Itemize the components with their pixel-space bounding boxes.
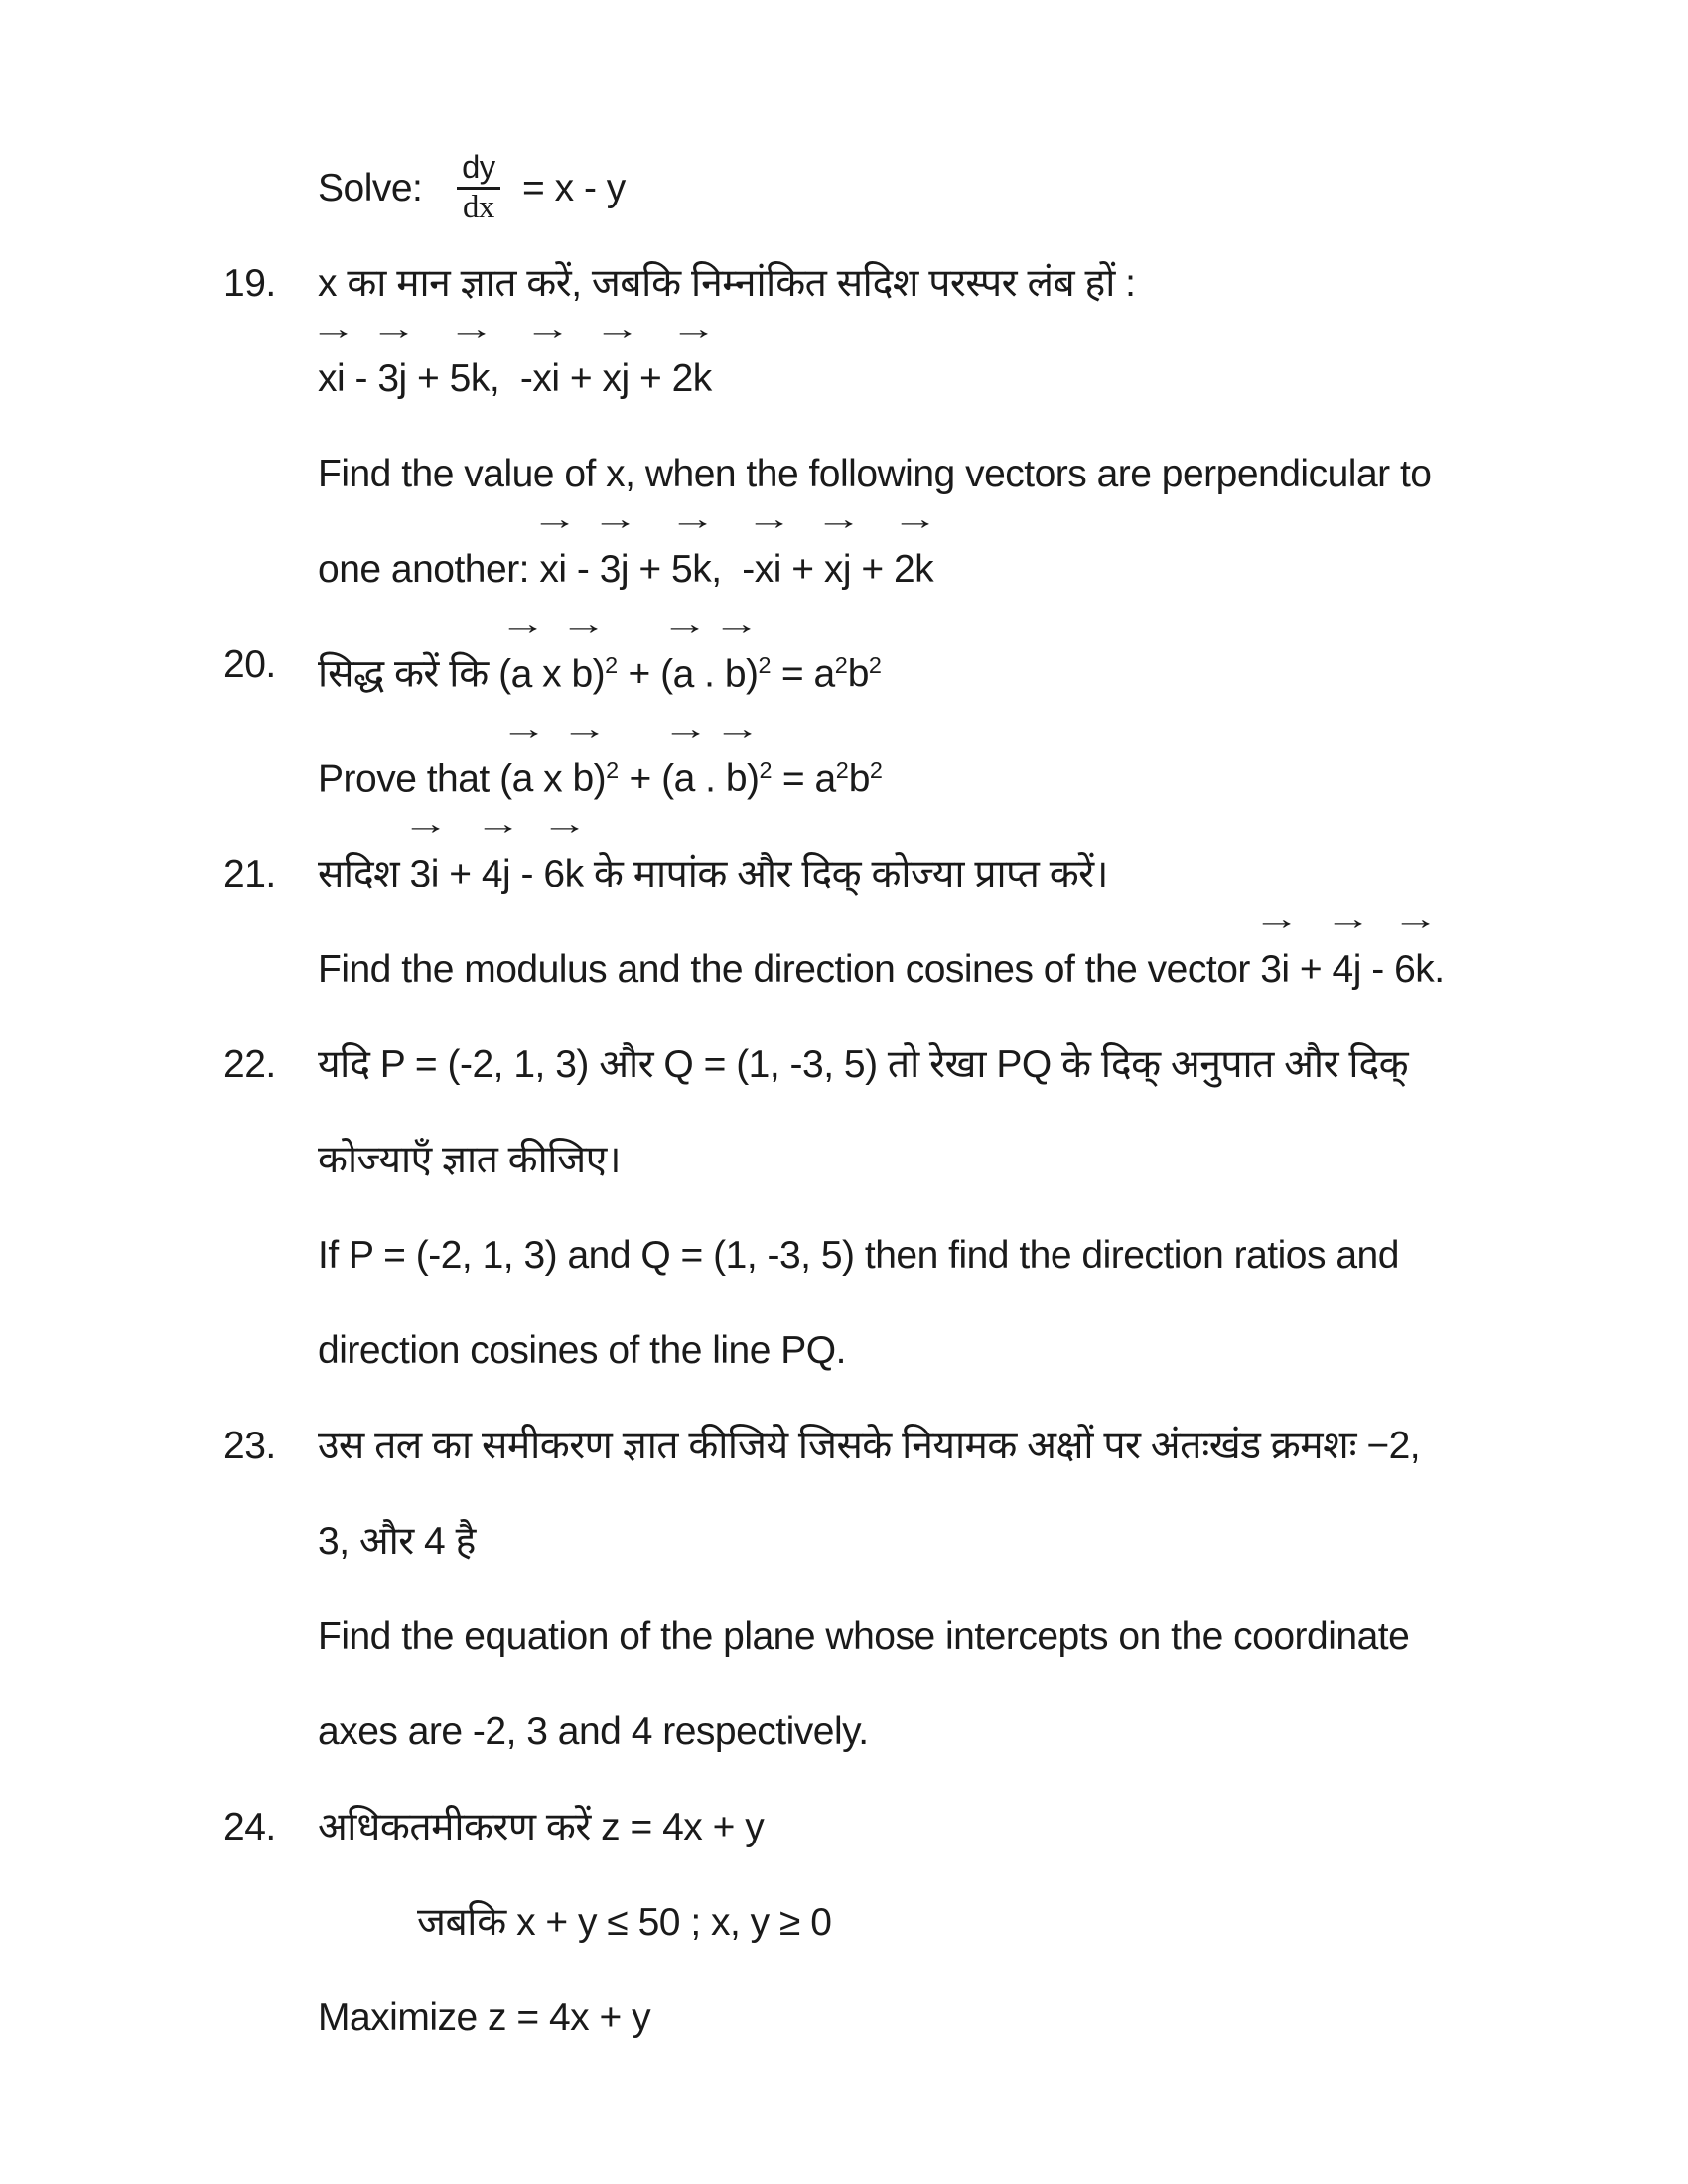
vector-term-label: 6k <box>1394 948 1435 992</box>
vector-term-label: 5k <box>449 357 490 400</box>
vector-arrow-icon: → <box>524 312 572 346</box>
vector-arrow-icon: → <box>309 312 356 346</box>
text-line: जबकि x + y ≤ 50 ; x, y ≥ 0 <box>417 1901 832 1945</box>
vector-arrow-icon: → <box>669 312 718 346</box>
vector-term <box>531 502 579 617</box>
text-line: axes are -2, 3 and 4 respectively. <box>318 1710 869 1754</box>
vector-arrow-icon: → <box>370 312 418 346</box>
text-line: Solve: $\frac{dy}{dx}$ = x - y <box>318 148 626 225</box>
vector-term-label: xi <box>318 357 346 400</box>
question-number: 23. <box>223 1425 276 1468</box>
vector-term <box>1392 902 1440 1018</box>
vector-term <box>714 712 762 827</box>
vector-arrow-icon: → <box>500 712 548 747</box>
vector-term-label: 5k <box>671 548 712 591</box>
vector-term-label: 3j <box>377 357 407 400</box>
vector-term <box>746 502 793 617</box>
vector-arrow-icon: → <box>560 607 608 641</box>
vector-term-label: 3j <box>599 548 630 591</box>
vector-term-label: 3i <box>1260 948 1290 992</box>
vector-term-label: b <box>572 757 594 801</box>
vector-term <box>541 807 589 922</box>
vector-term <box>815 502 863 617</box>
vector-term-label: a <box>672 652 694 696</box>
superscript: 2 <box>605 652 619 678</box>
vector-term <box>560 607 608 723</box>
vector-term <box>669 312 718 427</box>
vector-term <box>370 312 418 427</box>
text-line: यदि P = (-2, 1, 3) और Q = (1, -3, 5) तो रेखा PQ के दिक् अनुपात और दिक् <box>318 1043 1409 1087</box>
question-row <box>223 807 1569 1018</box>
vector-term-label: b <box>725 757 748 801</box>
vector-term <box>474 807 521 922</box>
question-row <box>223 1018 1569 1399</box>
vector-term <box>448 312 495 427</box>
vector-arrow-icon: → <box>402 807 450 842</box>
superscript: 2 <box>834 652 848 678</box>
superscript: 2 <box>835 756 849 783</box>
questions-list <box>223 236 1569 2066</box>
superscript: 2 <box>606 756 620 783</box>
vector-arrow-icon: → <box>499 607 547 641</box>
question-lines <box>318 607 1569 827</box>
vector-term-label: xi <box>539 548 567 591</box>
vector-arrow-icon: → <box>561 712 609 747</box>
vector-term-label: a <box>510 652 532 696</box>
text-line: Find the value of x, when the following vectors are perpendicular to <box>318 453 1432 495</box>
text-line: अधिकतमीकरण करें z = 4x + y <box>318 1806 765 1849</box>
text-line: सिद्ध करें कि ( → a x → b)$^2$ + ( → a . → $b)^2 = a^2b^2$ <box>318 617 1569 723</box>
text-line: उस तल का समीकरण ज्ञात कीजिये जिसके नियामक अक्षों पर अंतःखंड क्रमशः −2, <box>318 1425 1421 1468</box>
vector-term-label: xj <box>602 357 630 400</box>
text-line: x का मान ज्ञात करें, जबकि निम्नांकित सदिश परस्पर लंब हों : <box>318 262 1136 305</box>
text-line: direction cosines of the line PQ. <box>318 1329 846 1373</box>
vector-arrow-icon: → <box>1325 902 1372 937</box>
vector-term <box>892 502 939 617</box>
superscript: 2 <box>759 756 773 783</box>
vector-term <box>499 607 547 723</box>
vector-term <box>662 712 710 827</box>
vector-term <box>524 312 572 427</box>
superscript: 2 <box>869 756 883 783</box>
vector-term-label: b <box>571 652 593 696</box>
text-line: Prove that ( → a x → b)$^2$ + ( → a . → $b)^2 = a^2b^2$ <box>318 723 1569 828</box>
text-line: one another: → xi - → 3j + → 5k, - → xi + → xj + → 2k <box>318 522 1569 617</box>
vector-arrow-icon: → <box>531 502 579 537</box>
text-line: → xi - → 3j + → 5k, - → xi + → xj + → 2k <box>318 332 1569 427</box>
vector-term <box>661 607 709 723</box>
vector-term-label: 2k <box>671 357 712 400</box>
vector-term-label: 3i <box>409 853 439 896</box>
intro-block <box>223 141 1569 236</box>
question-number: 24. <box>223 1806 276 1849</box>
text-line: कोज्याएँ ज्ञात कीजिए। <box>318 1139 622 1182</box>
vector-term <box>309 312 356 427</box>
question-row <box>223 607 1569 827</box>
text-line: Find the modulus and the direction cosines of the vector → 3i + → 4j - → 6k. <box>318 922 1569 1018</box>
question-lines <box>318 1399 1569 1780</box>
question-lines <box>318 807 1569 1018</box>
vector-arrow-icon: → <box>815 502 863 537</box>
vector-arrow-icon: → <box>592 502 639 537</box>
question-row <box>223 1399 1569 1780</box>
vector-term-label: 4j <box>1332 948 1361 992</box>
question-lines <box>318 1018 1569 1399</box>
vector-term-label: 2k <box>893 548 934 591</box>
text-line: 3, और 4 है <box>318 1520 476 1564</box>
vector-term <box>669 502 717 617</box>
question-lines <box>309 236 1569 617</box>
vector-term-label: b <box>724 652 747 696</box>
vector-arrow-icon: → <box>662 712 710 747</box>
question-lines <box>318 1780 1569 2066</box>
question-number: 21. <box>223 853 276 896</box>
vector-arrow-icon: → <box>661 607 709 641</box>
vector-term <box>594 312 641 427</box>
fraction-denominator: dx <box>463 189 494 225</box>
vector-term <box>1325 902 1372 1018</box>
text-line: सदिश → 3i + → 4j - → 6k के मापांक और दिक् कोज्या प्राप्त करें। <box>318 827 1569 922</box>
fraction-numerator: dy <box>457 149 500 189</box>
question-number: 22. <box>223 1043 276 1087</box>
superscript: 2 <box>758 652 772 678</box>
question-number: 19. <box>223 262 276 305</box>
vector-term <box>1253 902 1301 1018</box>
superscript: 2 <box>868 652 882 678</box>
text-line: If P = (-2, 1, 3) and Q = (1, -3, 5) then find the direction ratios and <box>318 1234 1399 1278</box>
vector-arrow-icon: → <box>594 312 641 346</box>
vector-term <box>592 502 639 617</box>
vector-term-label: 6k <box>543 853 584 896</box>
vector-term-label: xi <box>754 548 781 591</box>
fraction <box>457 149 500 225</box>
vector-term-label: xj <box>823 548 852 591</box>
vector-arrow-icon: → <box>541 807 589 842</box>
vector-term <box>713 607 761 723</box>
vector-arrow-icon: → <box>713 607 761 641</box>
vector-term-label: a <box>673 757 695 801</box>
vector-term-label: 4j <box>481 853 511 896</box>
vector-arrow-icon: → <box>474 807 521 842</box>
vector-arrow-icon: → <box>1392 902 1440 937</box>
vector-term-label: xi <box>532 357 560 400</box>
vector-arrow-icon: → <box>746 502 793 537</box>
vector-arrow-icon: → <box>714 712 762 747</box>
vector-term-label: a <box>511 757 533 801</box>
question-row <box>223 236 1569 617</box>
vector-arrow-icon: → <box>669 502 717 537</box>
question-row <box>223 1780 1569 2066</box>
question-number: 20. <box>223 643 276 686</box>
vector-term <box>402 807 450 922</box>
vector-arrow-icon: → <box>1253 902 1301 937</box>
vector-arrow-icon: → <box>892 502 939 537</box>
vector-arrow-icon: → <box>448 312 495 346</box>
text-line: Maximize z = 4x + y <box>318 1996 651 2040</box>
text-line: Find the equation of the plane whose intercepts on the coordinate <box>318 1615 1410 1659</box>
